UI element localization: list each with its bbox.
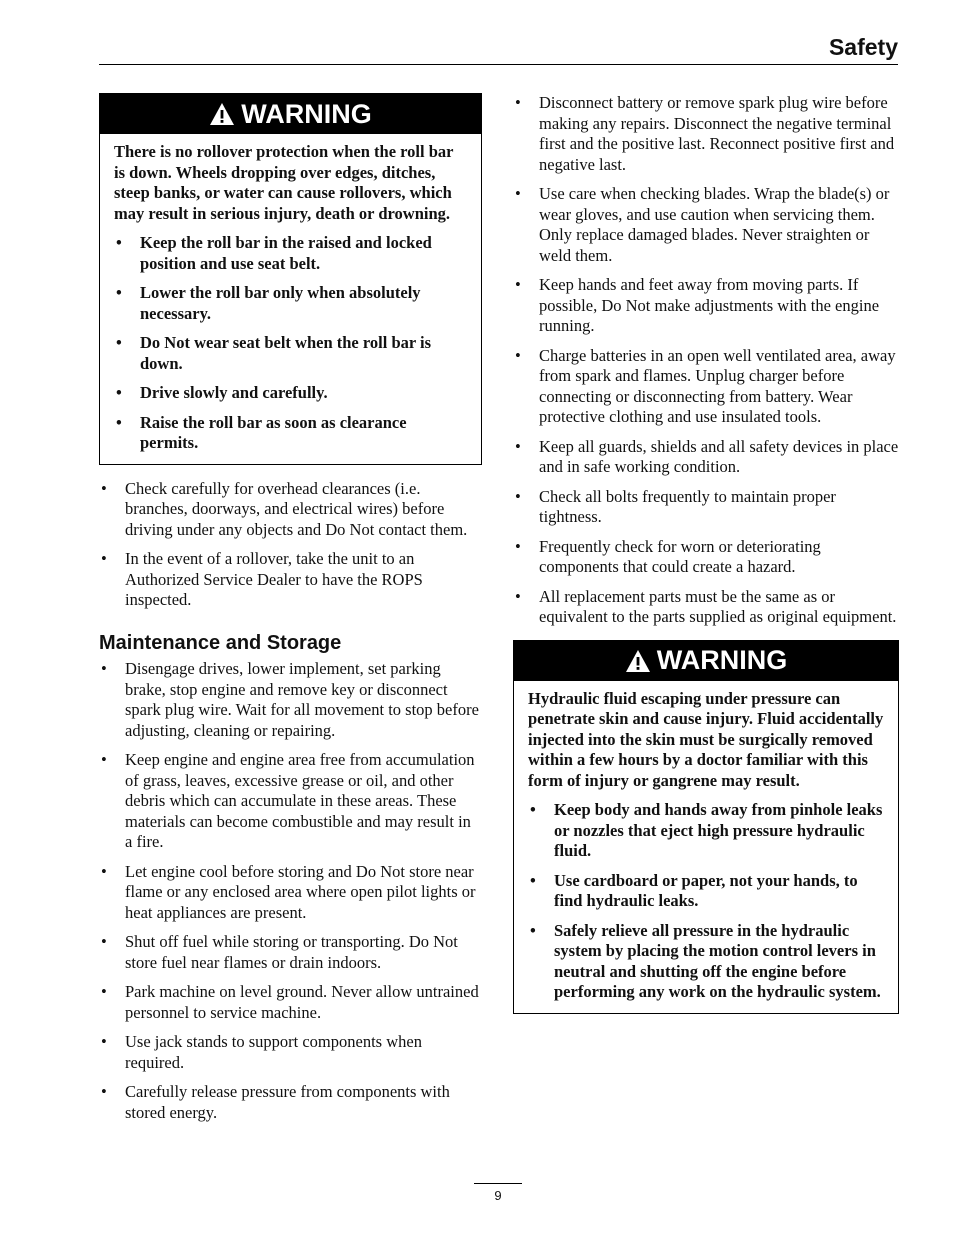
warning-bullet-item: • Safely relieve all pressure in the hydraulic system by placing the motion control levers in neutral and shutting off the engine before performing any work on the hydraulic system.	[528, 921, 884, 1003]
warning-label: WARNING	[656, 645, 788, 676]
warning-bullet-item: • Lower the roll bar only when absolutely necessary.	[114, 283, 467, 324]
warning-bullet-item: • Keep the roll bar in the raised and locked position and use seat belt.	[114, 233, 467, 274]
list-item: • Keep all guards, shields and all safety devices in place and in safe working condition.	[513, 437, 899, 478]
list-item: • Disconnect battery or remove spark plug wire before making any repairs. Disconnect the negative terminal first and the positive last. Reconnect positive first and negative last.	[513, 93, 899, 175]
warning-body	[514, 681, 898, 1013]
warning-triangle-icon	[625, 649, 651, 673]
warning-intro-text: There is no rollover protection when the roll bar is down. Wheels dropping over edges, ditches, steep banks, or water can cause rollovers, which may result in serious injury, death or drowning.	[114, 142, 454, 223]
rollover-bullet-list	[99, 479, 482, 611]
hydraulic-warning-box	[513, 640, 899, 1014]
list-item: • Charge batteries in an open well ventilated area, away from spark and flames. Unplug charger before connecting or disconnecting from battery. Wear protective clothing and use insulated tools.	[513, 346, 899, 428]
warning-bullet-list	[114, 233, 467, 454]
maintenance-heading: Maintenance and Storage	[99, 631, 342, 654]
warning-bullet-list	[528, 800, 884, 1003]
repair-bullet-list	[513, 93, 899, 628]
rollover-warning-box	[99, 93, 482, 465]
warning-bullet-item: • Keep body and hands away from pinhole leaks or nozzles that eject high pressure hydraulic fluid.	[528, 800, 884, 862]
header-divider	[99, 64, 898, 65]
warning-triangle-icon	[209, 102, 235, 126]
list-item: • Let engine cool before storing and Do Not store near flame or any enclosed area where open pilot lights or heat appliances are present.	[99, 862, 482, 924]
warning-banner	[514, 641, 898, 681]
list-item: • All replacement parts must be the same as or equivalent to the parts supplied as original equipment.	[513, 587, 899, 628]
list-item: • Use jack stands to support components when required.	[99, 1032, 482, 1073]
right-column	[513, 93, 899, 1028]
warning-body	[100, 134, 481, 464]
warning-banner	[100, 94, 481, 134]
left-column	[99, 93, 482, 1132]
list-item: • Carefully release pressure from components with stored energy.	[99, 1082, 482, 1123]
list-item: • Keep hands and feet away from moving parts. If possible, Do Not make adjustments with the engine running.	[513, 275, 899, 337]
list-item: • Frequently check for worn or deteriorating components that could create a hazard.	[513, 537, 899, 578]
list-item: • Disengage drives, lower implement, set parking brake, stop engine and remove key or disconnect spark plug wire. Wait for all movement to stop before adjusting, cleaning or repairing.	[99, 659, 482, 741]
warning-bullet-item: • Use cardboard or paper, not your hands, to find hydraulic leaks.	[528, 871, 884, 912]
list-item: • In the event of a rollover, take the unit to an Authorized Service Dealer to have the ROPS inspected.	[99, 549, 482, 611]
warning-bullet-item: • Drive slowly and carefully.	[114, 383, 467, 404]
list-item: • Check all bolts frequently to maintain proper tightness.	[513, 487, 899, 528]
maintenance-bullet-list	[99, 659, 482, 1123]
list-item: • Park machine on level ground. Never allow untrained personnel to service machine.	[99, 982, 482, 1023]
page-number: 9	[474, 1183, 522, 1203]
list-item: • Check carefully for overhead clearances (i.e. branches, doorways, and electrical wires) before driving under any objects and Do Not contact them.	[99, 479, 482, 541]
warning-bullet-item: • Raise the roll bar as soon as clearance permits.	[114, 413, 467, 454]
list-item: • Keep engine and engine area free from accumulation of grass, leaves, excessive grease or oil, and other debris which can accumulate in these areas. These materials can become combustible and may result in a fire.	[99, 750, 482, 853]
page-section-title: Safety	[828, 34, 898, 60]
warning-intro-text: Hydraulic fluid escaping under pressure can penetrate skin and cause injury. Fluid accidentally injected into the skin must be surgically removed within a few hours by a doctor familiar with this form of injury or gangrene may result.	[528, 688, 884, 790]
list-item: • Shut off fuel while storing or transporting. Do Not store fuel near flames or drain indoors.	[99, 932, 482, 973]
warning-bullet-item: • Do Not wear seat belt when the roll bar is down.	[114, 333, 467, 374]
warning-label: WARNING	[241, 98, 372, 129]
list-item: • Use care when checking blades. Wrap the blade(s) or wear gloves, and use caution when servicing them. Only replace damaged blades. Never straighten or weld them.	[513, 184, 899, 266]
